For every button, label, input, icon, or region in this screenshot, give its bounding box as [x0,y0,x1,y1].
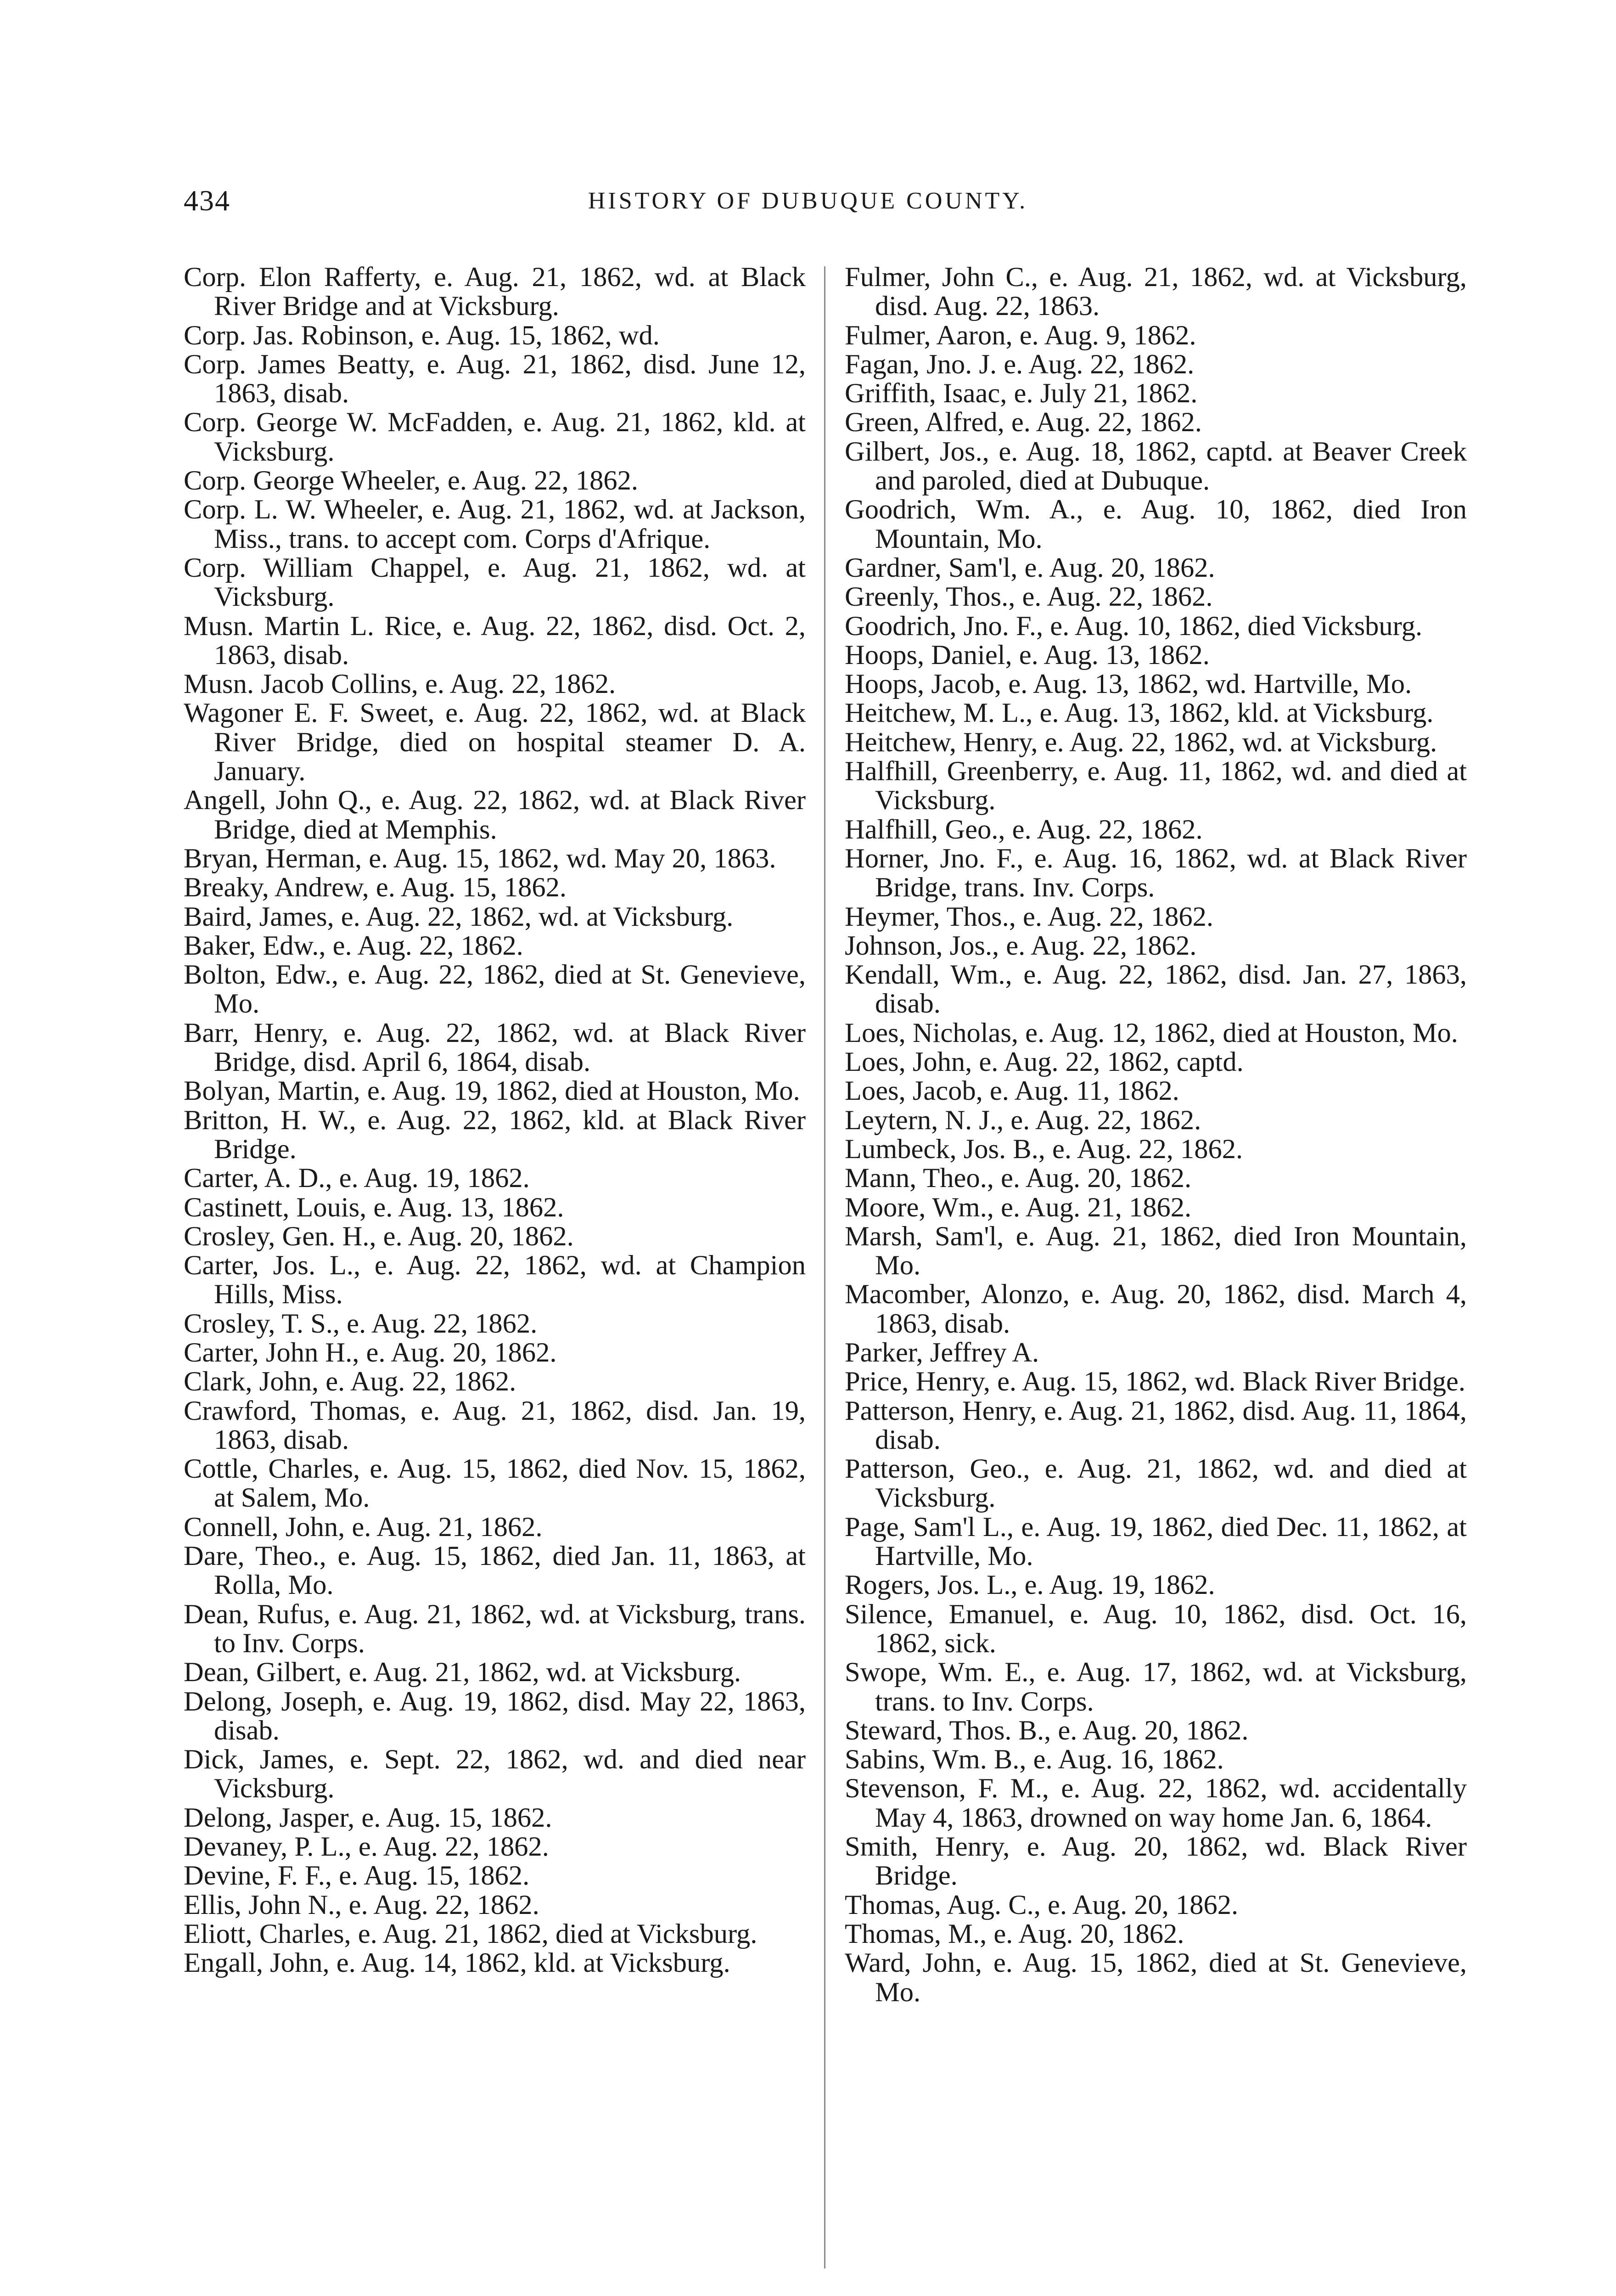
right-column [845,263,1467,2007]
roster-entry: Corp. Jas. Robinson, e. Aug. 15, 1862, wd. [184,320,660,351]
roster-entry: Sabins, Wm. B., e. Aug. 16, 1862. [845,1744,1224,1775]
roster-entry: Carter, Jos. L., e. Aug. 22, 1862, wd. at Champion Hills, Miss. [184,1250,806,1310]
roster-entry: Bryan, Herman, e. Aug. 15, 1862, wd. May 20, 1863. [184,843,776,874]
roster-entry: Goodrich, Jno. F., e. Aug. 10, 1862, died Vicksburg. [845,610,1423,642]
roster-entry: Carter, A. D., e. Aug. 19, 1862. [184,1163,530,1194]
roster-entry: Horner, Jno. F., e. Aug. 16, 1862, wd. at Black River Bridge, trans. Inv. Corps. [845,843,1467,903]
roster-entry: Mann, Theo., e. Aug. 20, 1862. [845,1163,1192,1194]
roster-entry: Thomas, M., e. Aug. 20, 1862. [845,1918,1184,1949]
roster-entry: Page, Sam'l L., e. Aug. 19, 1862, died Dec. 11, 1862, at Hartville, Mo. [845,1511,1467,1572]
roster-entry: Carter, John H., e. Aug. 20, 1862. [184,1337,557,1368]
roster-entry: Dean, Rufus, e. Aug. 21, 1862, wd. at Vicksburg, trans. to Inv. Corps. [184,1598,806,1659]
column-divider [824,266,825,2268]
roster-entry: Gardner, Sam'l, e. Aug. 20, 1862. [845,552,1215,583]
roster-entry: Halfhill, Greenberry, e. Aug. 11, 1862, wd. and died at Vicksburg. [845,756,1467,816]
roster-entry: Fulmer, John C., e. Aug. 21, 1862, wd. at Vicksburg, disd. Aug. 22, 1863. [845,262,1467,322]
roster-entry: Musn. Martin L. Rice, e. Aug. 22, 1862, disd. Oct. 2, 1863, disab. [184,610,806,670]
roster-entry: Green, Alfred, e. Aug. 22, 1862. [845,407,1202,438]
roster-entry: Connell, John, e. Aug. 21, 1862. [184,1511,543,1542]
roster-entry: Loes, Jacob, e. Aug. 11, 1862. [845,1075,1179,1107]
roster-entry: Smith, Henry, e. Aug. 20, 1862, wd. Black River Bridge. [845,1831,1467,1891]
roster-entry: Delong, Joseph, e. Aug. 19, 1862, disd. May 22, 1863, disab. [184,1686,806,1746]
roster-entry: Ward, John, e. Aug. 15, 1862, died at St. Genevieve, Mo. [845,1947,1467,2008]
roster-entry: Angell, John Q., e. Aug. 22, 1862, wd. at Black River Bridge, died at Memphis. [184,785,806,845]
roster-entry: Wagoner E. F. Sweet, e. Aug. 22, 1862, wd. at Black River Bridge, died on hospital steamer D. A. January. [184,698,806,787]
roster-entry: Castinett, Louis, e. Aug. 13, 1862. [184,1192,564,1223]
roster-entry: Ellis, John N., e. Aug. 22, 1862. [184,1889,539,1920]
page-header [184,184,1432,230]
roster-entry: Greenly, Thos., e. Aug. 22, 1862. [845,581,1213,613]
roster-entry: Moore, Wm., e. Aug. 21, 1862. [845,1192,1192,1223]
roster-entry: Goodrich, Wm. A., e. Aug. 10, 1862, died Iron Mountain, Mo. [845,494,1467,554]
roster-entry: Heitchew, M. L., e. Aug. 13, 1862, kld. at Vicksburg. [845,698,1434,729]
roster-entry: Stevenson, F. M., e. Aug. 22, 1862, wd. accidentally May 4, 1863, drowned on way home Jan. 6, 1864. [845,1773,1467,1833]
roster-entry: Devine, F. F., e. Aug. 15, 1862. [184,1860,530,1891]
left-column [184,263,806,1978]
roster-entry: Bolton, Edw., e. Aug. 22, 1862, died at St. Genevieve, Mo. [184,959,806,1019]
roster-entry: Leytern, N. J., e. Aug. 22, 1862. [845,1104,1201,1136]
roster-entry: Johnson, Jos., e. Aug. 22, 1862. [845,930,1197,961]
running-title: HISTORY OF DUBUQUE COUNTY. [588,188,1028,214]
roster-entry: Britton, H. W., e. Aug. 22, 1862, kld. at Black River Bridge. [184,1104,806,1165]
roster-entry: Corp. Elon Rafferty, e. Aug. 21, 1862, wd. at Black River Bridge and at Vicksburg. [184,262,806,322]
roster-entry: Corp. William Chappel, e. Aug. 21, 1862, wd. at Vicksburg. [184,552,806,613]
roster-entry: Dick, James, e. Sept. 22, 1862, wd. and died near Vicksburg. [184,1744,806,1804]
roster-entry: Lumbeck, Jos. B., e. Aug. 22, 1862. [845,1133,1243,1165]
roster-entry: Marsh, Sam'l, e. Aug. 21, 1862, died Iron Mountain, Mo. [845,1221,1467,1281]
roster-entry: Clark, John, e. Aug. 22, 1862. [184,1366,516,1397]
roster-entry: Cottle, Charles, e. Aug. 15, 1862, died Nov. 15, 1862, at Salem, Mo. [184,1453,806,1514]
roster-entry: Musn. Jacob Collins, e. Aug. 22, 1862. [184,669,616,700]
roster-entry: Corp. James Beatty, e. Aug. 21, 1862, disd. June 12, 1863, disab. [184,349,806,409]
roster-entry: Patterson, Henry, e. Aug. 21, 1862, disd. Aug. 11, 1864, disab. [845,1395,1467,1455]
roster-entry: Loes, Nicholas, e. Aug. 12, 1862, died at Houston, Mo. [845,1017,1458,1048]
roster-entry: Price, Henry, e. Aug. 15, 1862, wd. Black River Bridge. [845,1366,1466,1397]
roster-entry: Crosley, Gen. H., e. Aug. 20, 1862. [184,1221,574,1252]
roster-entry: Hoops, Daniel, e. Aug. 13, 1862. [845,639,1210,670]
roster-entry: Fulmer, Aaron, e. Aug. 9, 1862. [845,320,1196,351]
roster-entry: Bolyan, Martin, e. Aug. 19, 1862, died at Houston, Mo. [184,1075,800,1107]
roster-entry: Kendall, Wm., e. Aug. 22, 1862, disd. Jan. 27, 1863, disab. [845,959,1467,1019]
roster-entry: Engall, John, e. Aug. 14, 1862, kld. at Vicksburg. [184,1947,730,1979]
roster-entry: Parker, Jeffrey A. [845,1337,1039,1368]
roster-entry: Halfhill, Geo., e. Aug. 22, 1862. [845,814,1203,845]
roster-entry: Crosley, T. S., e. Aug. 22, 1862. [184,1308,538,1339]
roster-entry: Rogers, Jos. L., e. Aug. 19, 1862. [845,1570,1215,1601]
roster-entry: Steward, Thos. B., e. Aug. 20, 1862. [845,1715,1249,1746]
roster-entry: Dean, Gilbert, e. Aug. 21, 1862, wd. at Vicksburg. [184,1657,741,1688]
roster-entry: Dare, Theo., e. Aug. 15, 1862, died Jan. 11, 1863, at Rolla, Mo. [184,1541,806,1601]
roster-entry: Barr, Henry, e. Aug. 22, 1862, wd. at Black River Bridge, disd. April 6, 1864, disab. [184,1017,806,1078]
roster-entry: Delong, Jasper, e. Aug. 15, 1862. [184,1802,552,1833]
roster-entry: Corp. George W. McFadden, e. Aug. 21, 1862, kld. at Vicksburg. [184,407,806,467]
roster-entry: Baird, James, e. Aug. 22, 1862, wd. at Vicksburg. [184,901,734,932]
roster-entry: Hoops, Jacob, e. Aug. 13, 1862, wd. Hartville, Mo. [845,669,1412,700]
roster-entry: Griffith, Isaac, e. July 21, 1862. [845,378,1198,409]
roster-entry: Eliott, Charles, e. Aug. 21, 1862, died at Vicksburg. [184,1918,758,1949]
roster-entry: Gilbert, Jos., e. Aug. 18, 1862, captd. at Beaver Creek and paroled, died at Dubuque. [845,436,1467,496]
roster-entry: Silence, Emanuel, e. Aug. 10, 1862, disd. Oct. 16, 1862, sick. [845,1598,1467,1659]
roster-entry: Corp. L. W. Wheeler, e. Aug. 21, 1862, wd. at Jackson, Miss., trans. to accept com. Corps d'Afrique. [184,494,806,554]
roster-entry: Swope, Wm. E., e. Aug. 17, 1862, wd. at Vicksburg, trans. to Inv. Corps. [845,1657,1467,1717]
roster-entry: Thomas, Aug. C., e. Aug. 20, 1862. [845,1889,1239,1920]
roster-entry: Patterson, Geo., e. Aug. 21, 1862, wd. and died at Vicksburg. [845,1453,1467,1514]
roster-entry: Baker, Edw., e. Aug. 22, 1862. [184,930,523,961]
roster-entry: Breaky, Andrew, e. Aug. 15, 1862. [184,872,567,903]
roster-entry: Devaney, P. L., e. Aug. 22, 1862. [184,1831,549,1863]
roster-entry: Crawford, Thomas, e. Aug. 21, 1862, disd. Jan. 19, 1863, disab. [184,1395,806,1455]
roster-entry: Loes, John, e. Aug. 22, 1862, captd. [845,1047,1244,1078]
roster-entry: Macomber, Alonzo, e. Aug. 20, 1862, disd. March 4, 1863, disab. [845,1279,1467,1339]
roster-entry: Heitchew, Henry, e. Aug. 22, 1862, wd. at Vicksburg. [845,726,1437,758]
roster-entry: Corp. George Wheeler, e. Aug. 22, 1862. [184,465,639,496]
roster-entry: Heymer, Thos., e. Aug. 22, 1862. [845,901,1214,932]
roster-entry: Fagan, Jno. J. e. Aug. 22, 1862. [845,349,1195,380]
page-number: 434 [184,184,230,217]
